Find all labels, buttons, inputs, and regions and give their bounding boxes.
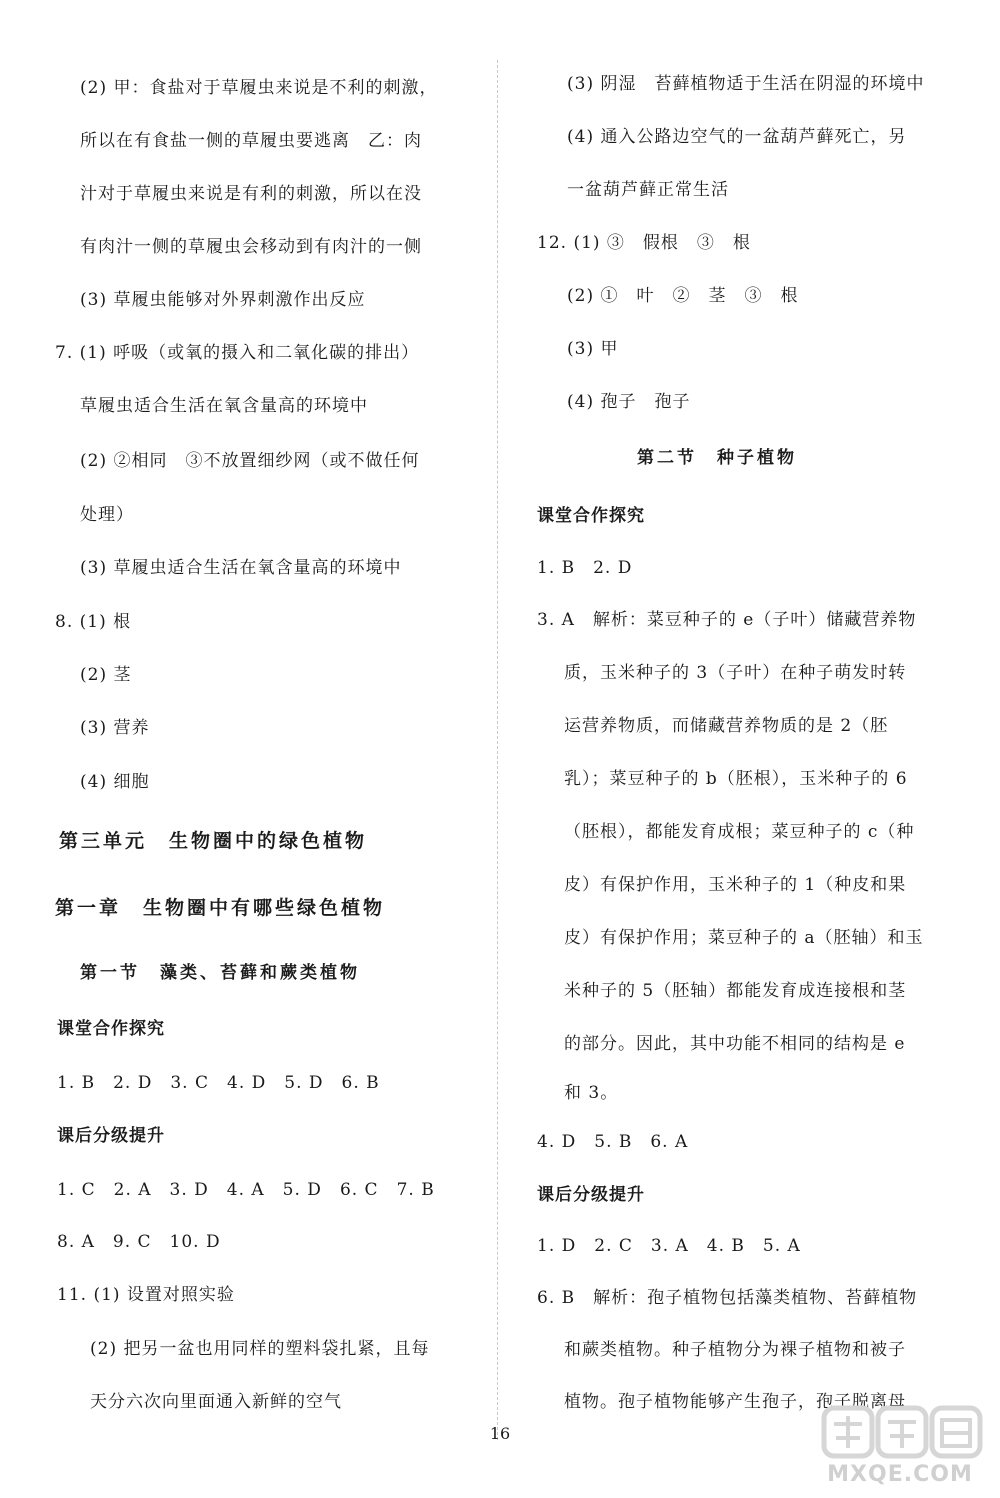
text-line: (2) 甲：食盐对于草履虫来说是不利的刺激， bbox=[80, 78, 438, 98]
text-line: 乳）；菜豆种子的 b（胚根），玉米种子的 6 bbox=[564, 769, 908, 789]
subheading-class-inquiry: 课堂合作探究 bbox=[57, 1019, 165, 1039]
text-line: 一盆葫芦藓正常生活 bbox=[567, 180, 729, 200]
watermark-icon bbox=[820, 1402, 985, 1462]
text-line: 植物。孢子植物能够产生孢子，孢子脱离母 bbox=[564, 1392, 906, 1412]
watermark-logo bbox=[810, 1392, 990, 1492]
section-heading: 第一节 藻类、苔藓和蕨类植物 bbox=[80, 963, 360, 983]
answers-line: 1. C 2. A 3. D 4. A 5. D 6. C 7. B bbox=[57, 1180, 435, 1200]
question-7: 7. (1) 呼吸（或氧的摄入和二氧化碳的排出） bbox=[55, 343, 420, 363]
text-line: 天分六次向里面通入新鲜的空气 bbox=[90, 1392, 342, 1412]
text-line: 有肉汁一侧的草履虫会移动到有肉汁的一侧 bbox=[80, 237, 422, 257]
text-line: 运营养物质，而储藏营养物质的是 2（胚 bbox=[564, 716, 889, 736]
text-line: (4) 孢子 孢子 bbox=[567, 392, 691, 412]
text-line: (3) 草履虫能够对外界刺激作出反应 bbox=[80, 290, 366, 310]
section-heading: 第二节 种子植物 bbox=[637, 448, 797, 468]
text-line: 皮）有保护作用；菜豆种子的 a（胚轴）和玉 bbox=[564, 928, 924, 948]
text-line: (4) 细胞 bbox=[80, 772, 150, 792]
answers-line: 1. B 2. D bbox=[537, 558, 633, 578]
page-number: 16 bbox=[489, 1424, 511, 1443]
text-line: （胚根），都能发育成根；菜豆种子的 c（种 bbox=[564, 822, 915, 842]
text-line: 的部分。因此，其中功能不相同的结构是 e bbox=[564, 1034, 906, 1054]
text-line: (2) ① 叶 ② 茎 ③ 根 bbox=[567, 286, 799, 306]
text-line: 和蕨类植物。种子植物分为裸子植物和被子 bbox=[564, 1340, 906, 1360]
subheading-class-inquiry: 课堂合作探究 bbox=[537, 506, 645, 526]
text-line: (2) ②相同 ③不放置细纱网（或不做任何 bbox=[80, 451, 420, 471]
subheading-after-class: 课后分级提升 bbox=[537, 1185, 645, 1205]
question-6: 6. B 解析：孢子植物包括藻类植物、苔藓植物 bbox=[537, 1288, 918, 1308]
text-line: 米种子的 5（胚轴）都能发育成连接根和茎 bbox=[564, 981, 907, 1001]
column-divider bbox=[497, 60, 498, 1440]
question-12: 12. (1) ③ 假根 ③ 根 bbox=[537, 233, 751, 253]
text-line: 质，玉米种子的 3（子叶）在种子萌发时转 bbox=[564, 663, 907, 683]
answers-line: 8. A 9. C 10. D bbox=[57, 1232, 221, 1252]
unit-heading: 第三单元 生物圈中的绿色植物 bbox=[59, 830, 368, 852]
answers-line: 4. D 5. B 6. A bbox=[537, 1132, 689, 1152]
text-line: (4) 通入公路边空气的一盆葫芦藓死亡，另 bbox=[567, 127, 907, 147]
text-line: (3) 草履虫适合生活在氧含量高的环境中 bbox=[80, 558, 402, 578]
text-line: 所以在有食盐一侧的草履虫要逃离 乙：肉 bbox=[80, 131, 422, 151]
text-line: 和 3。 bbox=[564, 1083, 619, 1103]
question-11: 11. (1) 设置对照实验 bbox=[57, 1285, 235, 1305]
subheading-after-class: 课后分级提升 bbox=[57, 1126, 165, 1146]
answers-line: 1. B 2. D 3. C 4. D 5. D 6. B bbox=[57, 1073, 380, 1093]
text-line: (2) 茎 bbox=[80, 665, 132, 685]
chapter-heading: 第一章 生物圈中有哪些绿色植物 bbox=[55, 897, 386, 919]
text-line: 皮）有保护作用，玉米种子的 1（种皮和果 bbox=[564, 875, 907, 895]
text-line: (2) 把另一盆也用同样的塑料袋扎紧，且每 bbox=[90, 1339, 430, 1359]
text-line: 草履虫适合生活在氧含量高的环境中 bbox=[80, 396, 368, 416]
question-3: 3. A 解析：菜豆种子的 e（子叶）储藏营养物 bbox=[537, 610, 917, 630]
text-line: (3) 营养 bbox=[80, 718, 150, 738]
text-line: (3) 甲 bbox=[567, 339, 619, 359]
answers-line: 1. D 2. C 3. A 4. B 5. A bbox=[537, 1236, 801, 1256]
watermark-text: MXQE.COM bbox=[827, 1462, 973, 1487]
text-line: 处理） bbox=[80, 505, 134, 525]
text-line: (3) 阴湿 苔藓植物适于生活在阴湿的环境中 bbox=[567, 74, 925, 94]
question-8: 8. (1) 根 bbox=[55, 612, 132, 632]
text-line: 汁对于草履虫来说是有利的刺激，所以在没 bbox=[80, 184, 422, 204]
